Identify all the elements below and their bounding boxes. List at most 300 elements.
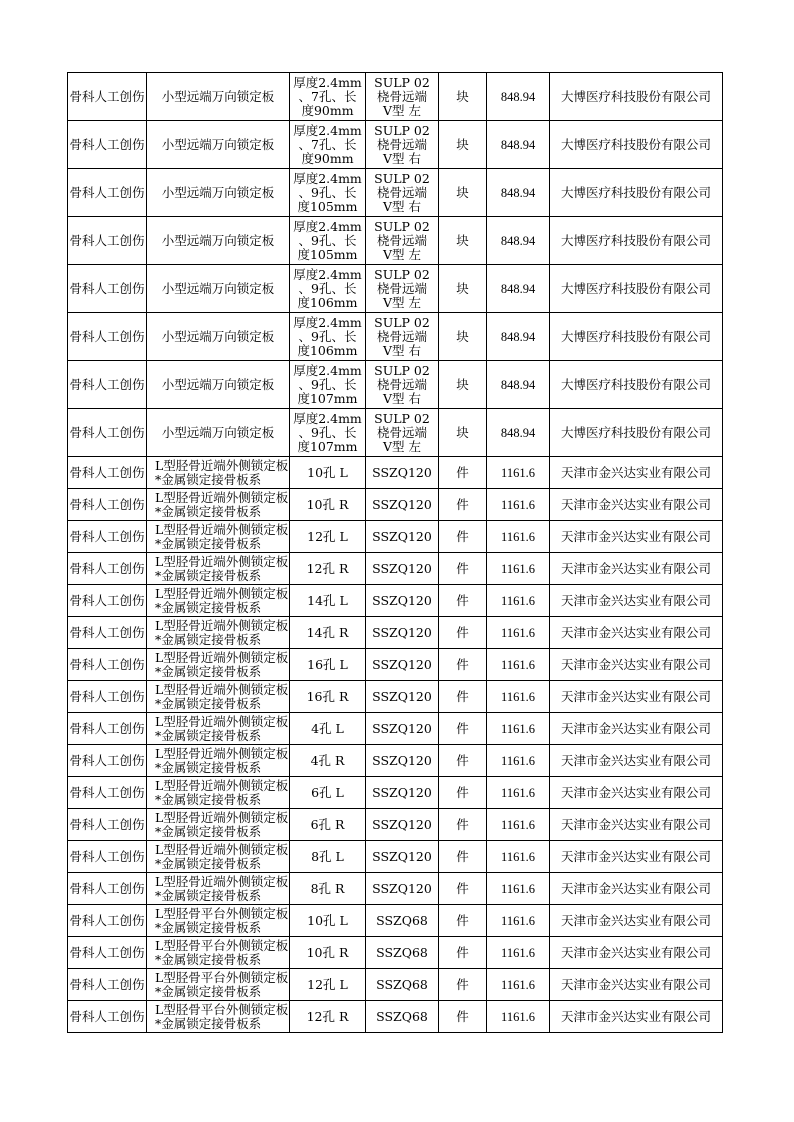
spec-cell-text: 4孔 L <box>311 720 344 736</box>
category-cell-text: 骨科人工创伤 <box>69 529 145 544</box>
product-name-cell-text: 小型远端万向锁定板 <box>161 424 275 440</box>
spec-cell-text: 10孔 R <box>306 944 349 960</box>
company-cell-text: 天津市金兴达实业有限公司 <box>560 784 711 800</box>
model-cell-text: SSZQ120 <box>372 528 432 544</box>
price-cell <box>487 313 550 361</box>
spec-cell <box>290 553 366 585</box>
product-name-cell-text: 小型远端万向锁定板 <box>161 376 275 392</box>
product-name-cell-text: L型胫骨近端外侧锁定板*金属锁定接骨板系 <box>155 554 289 583</box>
company-cell <box>550 1001 723 1033</box>
model-cell-text: SULP 02 桡骨远端 V型 右 <box>374 362 430 406</box>
company-cell-text: 大博医疗科技股份有限公司 <box>560 232 711 248</box>
product-name-cell <box>147 585 290 617</box>
spec-cell-text: 厚度2.4mm 、7孔、长 度90mm <box>293 122 362 166</box>
price-cell-text: 848.94 <box>500 329 536 344</box>
spec-cell-text: 厚度2.4mm 、9孔、长 度105mm <box>293 218 362 262</box>
price-cell-text: 848.94 <box>500 137 536 152</box>
price-cell-text: 1161.6 <box>501 881 535 896</box>
price-cell-text: 848.94 <box>500 377 536 392</box>
unit-cell-text: 件 <box>456 528 469 544</box>
spec-cell <box>290 73 366 121</box>
table-row <box>68 169 723 217</box>
product-name-cell <box>147 649 290 681</box>
table-row <box>68 873 723 905</box>
spec-cell-text: 厚度2.4mm 、9孔、长 度106mm <box>293 314 362 358</box>
category-cell-text: 骨科人工创伤 <box>69 593 145 608</box>
spec-cell-text: 12孔 R <box>306 560 349 576</box>
spec-cell <box>290 489 366 521</box>
category-cell-text: 骨科人工创伤 <box>69 137 145 152</box>
unit-cell-text: 块 <box>456 136 469 152</box>
unit-cell-text: 件 <box>456 496 469 512</box>
spec-cell <box>290 409 366 457</box>
spec-cell-text: 10孔 L <box>307 464 348 480</box>
price-cell-text: 1161.6 <box>501 785 535 800</box>
model-cell-text: SULP 02 桡骨远端 V型 左 <box>374 218 430 262</box>
model-cell <box>366 553 439 585</box>
category-cell <box>68 969 147 1001</box>
spec-cell <box>290 457 366 489</box>
table-row <box>68 809 723 841</box>
company-cell <box>550 313 723 361</box>
spec-cell <box>290 121 366 169</box>
price-cell-text: 1161.6 <box>501 849 535 864</box>
category-cell <box>68 649 147 681</box>
product-name-cell-text: 小型远端万向锁定板 <box>161 184 275 200</box>
company-cell-text: 天津市金兴达实业有限公司 <box>560 688 711 704</box>
company-cell-text: 大博医疗科技股份有限公司 <box>560 136 711 152</box>
company-cell <box>550 969 723 1001</box>
category-cell <box>68 73 147 121</box>
model-cell-text: SULP 02 桡骨远端 V型 右 <box>374 170 430 214</box>
product-name-cell-text: L型胫骨近端外侧锁定板*金属锁定接骨板系 <box>155 714 289 743</box>
company-cell <box>550 265 723 313</box>
product-name-cell <box>147 553 290 585</box>
spec-cell-text: 6孔 L <box>311 784 344 800</box>
company-cell-text: 天津市金兴达实业有限公司 <box>560 464 711 480</box>
spec-cell-text: 4孔 R <box>310 752 345 768</box>
unit-cell-text: 块 <box>456 280 469 296</box>
product-name-cell <box>147 809 290 841</box>
price-cell <box>487 169 550 217</box>
model-cell <box>366 841 439 873</box>
price-cell <box>487 409 550 457</box>
model-cell-text: SSZQ68 <box>376 976 428 992</box>
price-cell-text: 848.94 <box>500 281 536 296</box>
product-name-cell <box>147 713 290 745</box>
price-cell-text: 848.94 <box>500 185 536 200</box>
unit-cell-text: 块 <box>456 376 469 392</box>
unit-cell-text: 块 <box>456 328 469 344</box>
model-cell <box>366 969 439 1001</box>
product-name-cell <box>147 217 290 265</box>
product-name-cell-text: L型胫骨近端外侧锁定板*金属锁定接骨板系 <box>155 746 289 775</box>
category-cell-text: 骨科人工创伤 <box>69 721 145 736</box>
product-name-cell <box>147 361 290 409</box>
spec-cell <box>290 809 366 841</box>
spec-cell <box>290 313 366 361</box>
company-cell-text: 天津市金兴达实业有限公司 <box>560 752 711 768</box>
company-cell <box>550 169 723 217</box>
spec-cell <box>290 617 366 649</box>
spec-cell <box>290 217 366 265</box>
company-cell <box>550 521 723 553</box>
spec-cell-text: 14孔 R <box>306 624 349 640</box>
spec-cell <box>290 969 366 1001</box>
model-cell-text: SSZQ120 <box>372 752 432 768</box>
table-row <box>68 777 723 809</box>
category-cell <box>68 169 147 217</box>
company-cell <box>550 121 723 169</box>
category-cell-text: 骨科人工创伤 <box>69 377 145 392</box>
price-cell <box>487 265 550 313</box>
product-name-cell <box>147 457 290 489</box>
spec-cell <box>290 265 366 313</box>
price-cell-text: 848.94 <box>500 425 536 440</box>
category-cell-text: 骨科人工创伤 <box>69 185 145 200</box>
unit-cell <box>439 841 487 873</box>
price-cell-text: 848.94 <box>500 233 536 248</box>
category-cell <box>68 409 147 457</box>
company-cell <box>550 73 723 121</box>
unit-cell <box>439 361 487 409</box>
price-cell-text: 1161.6 <box>501 753 535 768</box>
price-cell <box>487 937 550 969</box>
company-cell-text: 天津市金兴达实业有限公司 <box>560 624 711 640</box>
unit-cell-text: 件 <box>456 880 469 896</box>
category-cell <box>68 745 147 777</box>
price-cell-text: 1161.6 <box>501 657 535 672</box>
product-name-cell-text: L型胫骨近端外侧锁定板*金属锁定接骨板系 <box>155 522 289 551</box>
category-cell <box>68 905 147 937</box>
product-name-cell <box>147 521 290 553</box>
product-name-cell-text: L型胫骨近端外侧锁定板*金属锁定接骨板系 <box>155 490 289 519</box>
category-cell-text: 骨科人工创伤 <box>69 881 145 896</box>
price-cell <box>487 969 550 1001</box>
unit-cell <box>439 457 487 489</box>
category-cell <box>68 553 147 585</box>
spec-cell <box>290 841 366 873</box>
company-cell-text: 天津市金兴达实业有限公司 <box>560 944 711 960</box>
company-cell <box>550 873 723 905</box>
category-cell-text: 骨科人工创伤 <box>69 977 145 992</box>
table-row <box>68 73 723 121</box>
model-cell-text: SSZQ120 <box>372 624 432 640</box>
unit-cell <box>439 809 487 841</box>
category-cell <box>68 713 147 745</box>
unit-cell <box>439 121 487 169</box>
unit-cell <box>439 713 487 745</box>
model-cell <box>366 361 439 409</box>
unit-cell <box>439 873 487 905</box>
product-name-cell <box>147 409 290 457</box>
unit-cell-text: 件 <box>456 560 469 576</box>
model-cell <box>366 713 439 745</box>
category-cell <box>68 841 147 873</box>
product-name-cell-text: L型胫骨平台外侧锁定板*金属锁定接骨板系 <box>155 970 289 999</box>
spec-cell-text: 10孔 R <box>306 496 349 512</box>
unit-cell <box>439 313 487 361</box>
spec-cell-text: 12孔 L <box>307 528 348 544</box>
product-name-cell <box>147 265 290 313</box>
company-cell-text: 大博医疗科技股份有限公司 <box>560 88 711 104</box>
model-cell <box>366 585 439 617</box>
category-cell-text: 骨科人工创伤 <box>69 945 145 960</box>
product-name-cell <box>147 617 290 649</box>
product-name-cell-text: L型胫骨近端外侧锁定板*金属锁定接骨板系 <box>155 810 289 839</box>
table-row <box>68 681 723 713</box>
model-cell-text: SULP 02 桡骨远端 V型 右 <box>374 314 430 358</box>
category-cell <box>68 489 147 521</box>
price-cell <box>487 521 550 553</box>
product-name-cell-text: 小型远端万向锁定板 <box>161 280 275 296</box>
price-cell <box>487 361 550 409</box>
product-name-cell <box>147 121 290 169</box>
price-cell-text: 1161.6 <box>501 721 535 736</box>
product-name-cell-text: 小型远端万向锁定板 <box>161 136 275 152</box>
unit-cell-text: 件 <box>456 944 469 960</box>
category-cell-text: 骨科人工创伤 <box>69 425 145 440</box>
spec-cell-text: 14孔 L <box>307 592 348 608</box>
model-cell <box>366 649 439 681</box>
spec-cell-text: 厚度2.4mm 、9孔、长 度107mm <box>293 410 362 454</box>
product-table <box>67 72 723 1033</box>
spec-cell <box>290 745 366 777</box>
company-cell <box>550 489 723 521</box>
price-cell-text: 1161.6 <box>501 817 535 832</box>
company-cell-text: 天津市金兴达实业有限公司 <box>560 528 711 544</box>
category-cell <box>68 585 147 617</box>
unit-cell <box>439 73 487 121</box>
product-name-cell-text: L型胫骨近端外侧锁定板*金属锁定接骨板系 <box>155 458 289 487</box>
spec-cell-text: 16孔 R <box>306 688 349 704</box>
price-cell-text: 1161.6 <box>501 977 535 992</box>
table-row <box>68 217 723 265</box>
price-cell <box>487 73 550 121</box>
price-cell <box>487 121 550 169</box>
company-cell <box>550 585 723 617</box>
price-cell-text: 1161.6 <box>501 1009 535 1024</box>
model-cell-text: SSZQ120 <box>372 720 432 736</box>
company-cell-text: 大博医疗科技股份有限公司 <box>560 280 711 296</box>
company-cell-text: 天津市金兴达实业有限公司 <box>560 592 711 608</box>
unit-cell <box>439 521 487 553</box>
model-cell <box>366 745 439 777</box>
model-cell-text: SSZQ120 <box>372 688 432 704</box>
unit-cell <box>439 217 487 265</box>
model-cell-text: SULP 02 桡骨远端 V型 左 <box>374 266 430 310</box>
model-cell <box>366 457 439 489</box>
model-cell <box>366 313 439 361</box>
price-cell-text: 1161.6 <box>501 497 535 512</box>
product-name-cell <box>147 969 290 1001</box>
unit-cell-text: 件 <box>456 464 469 480</box>
category-cell-text: 骨科人工创伤 <box>69 849 145 864</box>
unit-cell-text: 件 <box>456 816 469 832</box>
unit-cell <box>439 681 487 713</box>
category-cell <box>68 777 147 809</box>
unit-cell-text: 件 <box>456 688 469 704</box>
model-cell <box>366 73 439 121</box>
unit-cell <box>439 1001 487 1033</box>
category-cell <box>68 361 147 409</box>
unit-cell-text: 件 <box>456 848 469 864</box>
table-row <box>68 521 723 553</box>
spec-cell <box>290 1001 366 1033</box>
unit-cell-text: 件 <box>456 976 469 992</box>
model-cell-text: SSZQ120 <box>372 592 432 608</box>
category-cell-text: 骨科人工创伤 <box>69 657 145 672</box>
unit-cell-text: 件 <box>456 624 469 640</box>
table-row <box>68 617 723 649</box>
company-cell-text: 天津市金兴达实业有限公司 <box>560 912 711 928</box>
model-cell <box>366 873 439 905</box>
category-cell-text: 骨科人工创伤 <box>69 625 145 640</box>
company-cell <box>550 681 723 713</box>
unit-cell-text: 件 <box>456 1008 469 1024</box>
spec-cell <box>290 777 366 809</box>
product-name-cell-text: 小型远端万向锁定板 <box>161 328 275 344</box>
company-cell-text: 大博医疗科技股份有限公司 <box>560 184 711 200</box>
model-cell-text: SULP 02 桡骨远端 V型 左 <box>374 74 430 118</box>
model-cell <box>366 777 439 809</box>
unit-cell <box>439 969 487 1001</box>
table-body <box>68 73 723 1033</box>
price-cell <box>487 905 550 937</box>
model-cell-text: SSZQ120 <box>372 880 432 896</box>
unit-cell <box>439 553 487 585</box>
category-cell-text: 骨科人工创伤 <box>69 561 145 576</box>
company-cell-text: 天津市金兴达实业有限公司 <box>560 1008 711 1024</box>
price-cell <box>487 841 550 873</box>
table-row <box>68 905 723 937</box>
category-cell-text: 骨科人工创伤 <box>69 913 145 928</box>
company-cell <box>550 841 723 873</box>
unit-cell <box>439 265 487 313</box>
table-row <box>68 969 723 1001</box>
unit-cell <box>439 937 487 969</box>
company-cell <box>550 937 723 969</box>
table-row <box>68 265 723 313</box>
category-cell <box>68 1001 147 1033</box>
company-cell <box>550 217 723 265</box>
spec-cell <box>290 585 366 617</box>
spec-cell-text: 16孔 L <box>307 656 348 672</box>
model-cell-text: SSZQ120 <box>372 496 432 512</box>
model-cell-text: SSZQ68 <box>376 944 428 960</box>
price-cell-text: 1161.6 <box>501 625 535 640</box>
unit-cell-text: 块 <box>456 424 469 440</box>
product-name-cell <box>147 73 290 121</box>
unit-cell-text: 块 <box>456 88 469 104</box>
price-cell <box>487 873 550 905</box>
product-name-cell-text: L型胫骨近端外侧锁定板*金属锁定接骨板系 <box>155 650 289 679</box>
model-cell-text: SSZQ120 <box>372 784 432 800</box>
product-name-cell-text: L型胫骨平台外侧锁定板*金属锁定接骨板系 <box>155 938 289 967</box>
spec-cell-text: 8孔 R <box>310 880 345 896</box>
table-row <box>68 121 723 169</box>
unit-cell-text: 件 <box>456 912 469 928</box>
unit-cell <box>439 585 487 617</box>
table-row <box>68 457 723 489</box>
company-cell <box>550 553 723 585</box>
price-cell <box>487 681 550 713</box>
spec-cell-text: 厚度2.4mm 、9孔、长 度105mm <box>293 170 362 214</box>
product-name-cell-text: L型胫骨近端外侧锁定板*金属锁定接骨板系 <box>155 778 289 807</box>
table-row <box>68 937 723 969</box>
table-row <box>68 841 723 873</box>
product-name-cell <box>147 745 290 777</box>
price-cell-text: 1161.6 <box>501 913 535 928</box>
category-cell-text: 骨科人工创伤 <box>69 753 145 768</box>
spec-cell <box>290 361 366 409</box>
price-cell-text: 1161.6 <box>501 593 535 608</box>
company-cell <box>550 617 723 649</box>
product-name-cell <box>147 873 290 905</box>
price-cell <box>487 457 550 489</box>
company-cell-text: 天津市金兴达实业有限公司 <box>560 816 711 832</box>
spec-cell-text: 厚度2.4mm 、9孔、长 度106mm <box>293 266 362 310</box>
table-row <box>68 553 723 585</box>
model-cell <box>366 617 439 649</box>
model-cell <box>366 489 439 521</box>
price-cell <box>487 553 550 585</box>
table-row <box>68 489 723 521</box>
company-cell-text: 天津市金兴达实业有限公司 <box>560 496 711 512</box>
table-row <box>68 585 723 617</box>
company-cell-text: 天津市金兴达实业有限公司 <box>560 656 711 672</box>
category-cell <box>68 521 147 553</box>
table-row <box>68 361 723 409</box>
product-name-cell <box>147 681 290 713</box>
unit-cell <box>439 745 487 777</box>
price-cell-text: 1161.6 <box>501 689 535 704</box>
price-cell <box>487 809 550 841</box>
price-cell-text: 848.94 <box>500 89 536 104</box>
product-name-cell <box>147 841 290 873</box>
company-cell <box>550 361 723 409</box>
unit-cell <box>439 617 487 649</box>
category-cell-text: 骨科人工创伤 <box>69 497 145 512</box>
price-cell <box>487 1001 550 1033</box>
category-cell-text: 骨科人工创伤 <box>69 89 145 104</box>
category-cell-text: 骨科人工创伤 <box>69 233 145 248</box>
company-cell <box>550 457 723 489</box>
price-cell <box>487 777 550 809</box>
company-cell <box>550 649 723 681</box>
company-cell-text: 大博医疗科技股份有限公司 <box>560 376 711 392</box>
spec-cell <box>290 521 366 553</box>
model-cell <box>366 1001 439 1033</box>
category-cell <box>68 617 147 649</box>
category-cell <box>68 217 147 265</box>
model-cell-text: SSZQ120 <box>372 656 432 672</box>
spec-cell-text: 12孔 R <box>306 1008 349 1024</box>
model-cell-text: SSZQ120 <box>372 464 432 480</box>
product-name-cell-text: L型胫骨平台外侧锁定板*金属锁定接骨板系 <box>155 906 289 935</box>
company-cell-text: 天津市金兴达实业有限公司 <box>560 848 711 864</box>
price-cell-text: 1161.6 <box>501 561 535 576</box>
spec-cell-text: 厚度2.4mm 、7孔、长 度90mm <box>293 74 362 118</box>
company-cell <box>550 409 723 457</box>
table-row <box>68 713 723 745</box>
model-cell <box>366 409 439 457</box>
product-name-cell-text: 小型远端万向锁定板 <box>161 88 275 104</box>
unit-cell-text: 件 <box>456 656 469 672</box>
spec-cell <box>290 905 366 937</box>
unit-cell <box>439 409 487 457</box>
price-cell-text: 1161.6 <box>501 945 535 960</box>
